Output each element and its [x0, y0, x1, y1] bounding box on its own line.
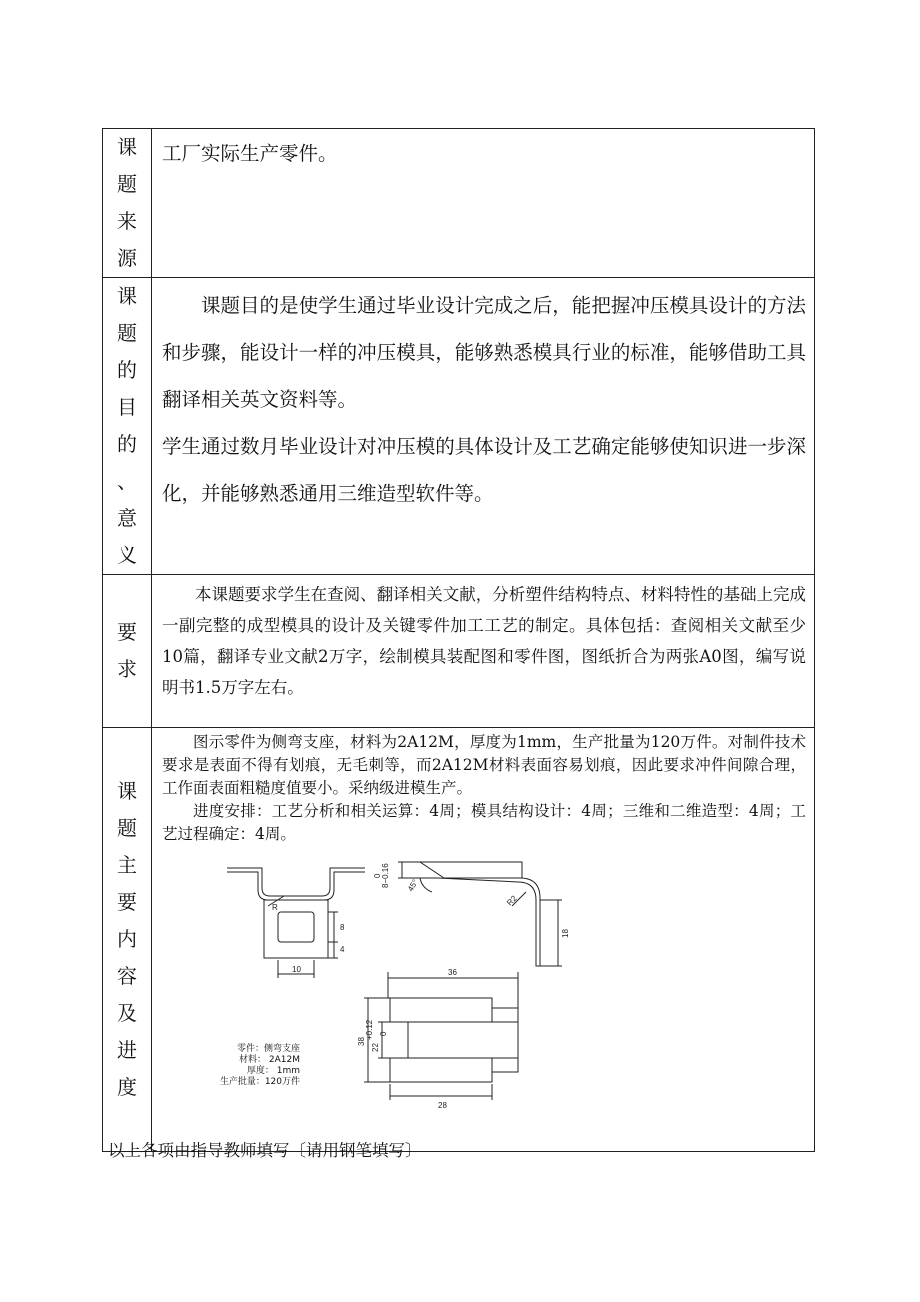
label-char: 主 — [117, 853, 137, 877]
dim-text-r: R — [272, 903, 278, 912]
caption-line: 零件：侧弯支座 — [236, 1044, 300, 1054]
label-char: 题 — [117, 172, 137, 196]
row-source — [103, 129, 815, 278]
dim-text-top-0: 0 — [373, 873, 382, 878]
label-char: 来 — [117, 209, 137, 233]
source-text: 工厂实际生产零件。 — [162, 142, 338, 165]
label-char: 要 — [117, 890, 137, 914]
label-char: 题 — [117, 321, 137, 345]
label-char: 课 — [117, 284, 137, 308]
label-purpose — [103, 278, 152, 575]
cell-purpose — [152, 278, 815, 575]
label-char: 目 — [117, 395, 137, 419]
dim-text-22: 22 — [371, 1043, 380, 1052]
label-char: 课 — [117, 779, 137, 803]
cell-requirements — [152, 575, 815, 728]
vertical-label — [103, 773, 151, 1106]
content-paragraph-2: 进度安排：工艺分析和相关运算：4周；模具结构设计：4周；三维和二维造型：4周；工艺过程确定：4周。 — [162, 802, 806, 843]
label-char: 度 — [117, 1075, 137, 1099]
label-char: 的 — [117, 358, 137, 382]
caption-line: 厚度： 1mm — [246, 1066, 300, 1076]
blank-outline — [390, 998, 518, 1082]
dim-text-28: 28 — [438, 1101, 447, 1110]
footer-note: 以上各项由指导教师填写〔请用钢笔填写〕 — [108, 1141, 422, 1160]
content-paragraph-1: 图示零件为侧弯支座，材料为2A12M，厚度为1mm，生产批量为120万件。对制件技术要求是表面不得有划痕，无毛刺等，而2A12M材料表面容易划痕，因此要求冲件间隙合理，工作面表面粗糙度值要小。采纳级进模生产。 — [162, 733, 806, 797]
dim-text-18: 18 — [561, 929, 570, 938]
dim-text-36: 36 — [448, 968, 457, 977]
label-char: 要 — [117, 620, 137, 644]
purpose-paragraph-1: 课题目的是使学生通过毕业设计完成之后，能把握冲压模具设计的方法和步骤，能设计一样的冲压模具，能够熟悉模具行业的标准，能够借助工具翻译相关英文资料等。 — [162, 294, 806, 411]
side-flange — [420, 862, 522, 878]
label-char: 源 — [117, 246, 137, 270]
vertical-label — [103, 278, 151, 574]
vertical-label — [103, 129, 151, 277]
label-char: 内 — [117, 927, 137, 951]
dim-text-45: 45° — [405, 878, 420, 893]
dim-text-22-0: 0 — [379, 1031, 388, 1036]
label-char: 义 — [117, 543, 137, 567]
dim-text-8: 8 — [340, 923, 345, 932]
label-char: 课 — [117, 135, 137, 159]
label-char: 、 — [117, 469, 137, 493]
task-table — [102, 128, 815, 1152]
part-drawing-svg — [192, 848, 722, 1148]
label-source — [103, 129, 152, 278]
dim-text-4: 4 — [340, 945, 345, 954]
row-requirements — [103, 575, 815, 728]
cell-content — [152, 728, 815, 1152]
label-char: 进 — [117, 1038, 137, 1062]
row-purpose — [103, 278, 815, 575]
label-char: 及 — [117, 1001, 137, 1025]
drawing-caption — [212, 1044, 300, 1088]
purpose-paragraph-2: 学生通过数月毕业设计对冲压模的具体设计及工艺确定能够使知识进一步深化，并能够熟悉通用三维造型软件等。 — [162, 435, 806, 505]
blank-tab-top — [390, 998, 492, 1022]
label-requirements — [103, 575, 152, 728]
label-char: 求 — [117, 657, 137, 681]
task-sheet — [102, 128, 815, 1152]
label-content — [103, 728, 152, 1152]
side-bend — [518, 878, 540, 966]
row-content — [103, 728, 815, 1152]
requirements-text: 本课题要求学生在查阅、翻译相关文献，分析塑件结构特点、材料特性的基础上完成一副完整的成型模具的设计及关键零件加工工艺的制定。具体包括：查阅相关文献至少10篇，翻译专业文献2万字，绘制模具装配图和零件图，图纸折合为两张A0图，编写说明书1.5万字左右。 — [162, 585, 806, 697]
vertical-label — [103, 614, 151, 688]
label-char: 意 — [117, 506, 137, 530]
label-char: 容 — [117, 964, 137, 988]
dim-text-10: 10 — [292, 965, 301, 974]
dim-text-38: 38 — [357, 1037, 366, 1046]
cell-source — [152, 129, 815, 278]
angle-arc-45 — [420, 878, 432, 892]
blank-tab-bottom — [390, 1058, 492, 1082]
part-drawing — [192, 848, 722, 1148]
label-char: 的 — [117, 432, 137, 456]
dim-text-r2: R2 — [505, 893, 519, 908]
dim-text-22-tol: +0.12 — [365, 1019, 374, 1040]
dim-text-top-tol: 8−0.16 — [381, 863, 390, 888]
caption-line: 生产批量：120万件 — [219, 1077, 300, 1087]
caption-line: 材料： 2A12M — [239, 1055, 300, 1065]
label-char: 题 — [117, 816, 137, 840]
bracket-window — [278, 912, 314, 942]
